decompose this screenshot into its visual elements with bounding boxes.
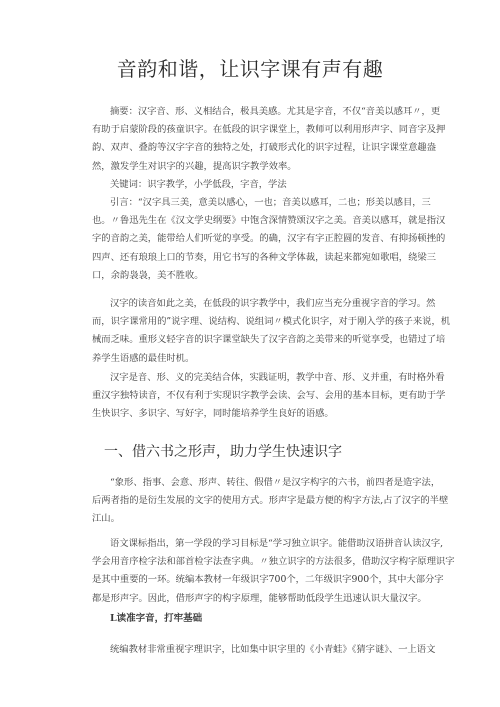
section-heading: 一、借六书之形声，助力学生快速识字 (104, 444, 342, 460)
text-line: 四声、还有琅琅上口的节奏，用它书写的各种文学体裁，读起来都宛如歌唱，绕梁三 (92, 251, 436, 263)
text-line: 口，余韵袅袅，美不胜收。 (92, 269, 204, 281)
text-line: 引言：“汉字具三美，意美以感心，一也；音美以感耳，二也；形美以感目，三 (110, 197, 431, 208)
text-line: 汉字是音、形、义的完美结合体，实践证明，教学中音、形、义并重，有时格外看 (110, 372, 445, 383)
abstract-paragraph (92, 103, 446, 194)
keywords-line: 关键词：识字教学，小学低段，字音，学法 (110, 178, 287, 190)
text-line: “象形、指事、会意、形声、转往、假借〃是汉字构字的六书，前四者是造字法， (110, 477, 441, 488)
text-line: 而，识字课常用的”说字理、说结构、说组词〃模式化识字，对于刚入学的孩子来说，机 (92, 316, 451, 328)
text-line: 有助于启蒙阶段的孩童识字。在低段的识字课堂上，教师可以利用形声字、同音字及押 (92, 124, 446, 136)
text-line: 是其中重要的一环。统编本教材一年级识字700个，二年级识字900个，其中大部分字 (92, 574, 444, 586)
subsection-heading: L读准字音，打牢基础 (110, 613, 203, 624)
text-line: 摘要：汉字音、形、义相结合，极具美感。尤其是字音，不仅“音美以感耳〃，更 (110, 106, 441, 117)
text-line: 韵、双声、叠韵等汉字字音的独特之处，打破形式化的识字过程，让识字课堂意趣盎 (92, 142, 436, 154)
text-line: 械而乏味。重形义轻字音的识字课堂缺失了汉字音韵之美带来的听觉享受，也错过了培 (92, 334, 446, 346)
text-line: 语文课标指出，第一学段的学习目标是“学习独立识字。能借助汉语拼音认读汉字, (110, 538, 444, 549)
body-paragraph (92, 641, 436, 659)
introduction-paragraph (92, 194, 446, 285)
text-line: 字的音韵之美，能带给人们听觉的享受。的确，汉字有字正腔圆的发音、有抑扬顿挫的 (92, 233, 446, 245)
text-line: 学会用音序检字法和部首检字法查字典。〃独立识字的方法很多，借助汉字构字原理识字 (92, 556, 455, 568)
text-line: 然，激发学生对识字的兴趣，提高识字教学效率。 (92, 160, 297, 172)
text-line: 汉字的读音如此之美，在低段的识字教学中，我们应当充分重视字音的学习。然 (110, 298, 436, 309)
text-line: 生快识字、多识字、写好字，同时能培养学生良好的语感。 (92, 408, 334, 420)
body-paragraph (92, 295, 451, 368)
text-line: 重汉字独特读音，不仅有利于实现识字教学会读、会写、会用的基本目标，更有助于学 (92, 390, 446, 402)
text-line: 江山。 (92, 513, 120, 525)
text-line: 养学生语感的最佳时机。 (92, 352, 195, 364)
text-line: 后两者指的是衍生发展的文字的使用方式。形声字是最方便的构字方法,占了汉字的半壁 (92, 495, 449, 507)
document-title: 音韵和谐，让识字课有声有趣 (116, 57, 384, 81)
text-line: 也。〃鲁迅先生在《汉文学史纲要》中饱含深情赞颂汉字之美。音美以感耳，就是指汉 (92, 215, 446, 227)
body-paragraph (92, 474, 449, 529)
body-paragraph (92, 535, 455, 608)
text-line: 都是形声字。因此，借形声字的构字原理，能够帮助低段学生迅速认识大量汉字。 (92, 592, 427, 604)
text-line: 统编教材非常重视字理识字，比如集中识字里的《小青蛙》《猜字谜》、一上语文 (110, 644, 436, 655)
body-paragraph (92, 369, 446, 424)
